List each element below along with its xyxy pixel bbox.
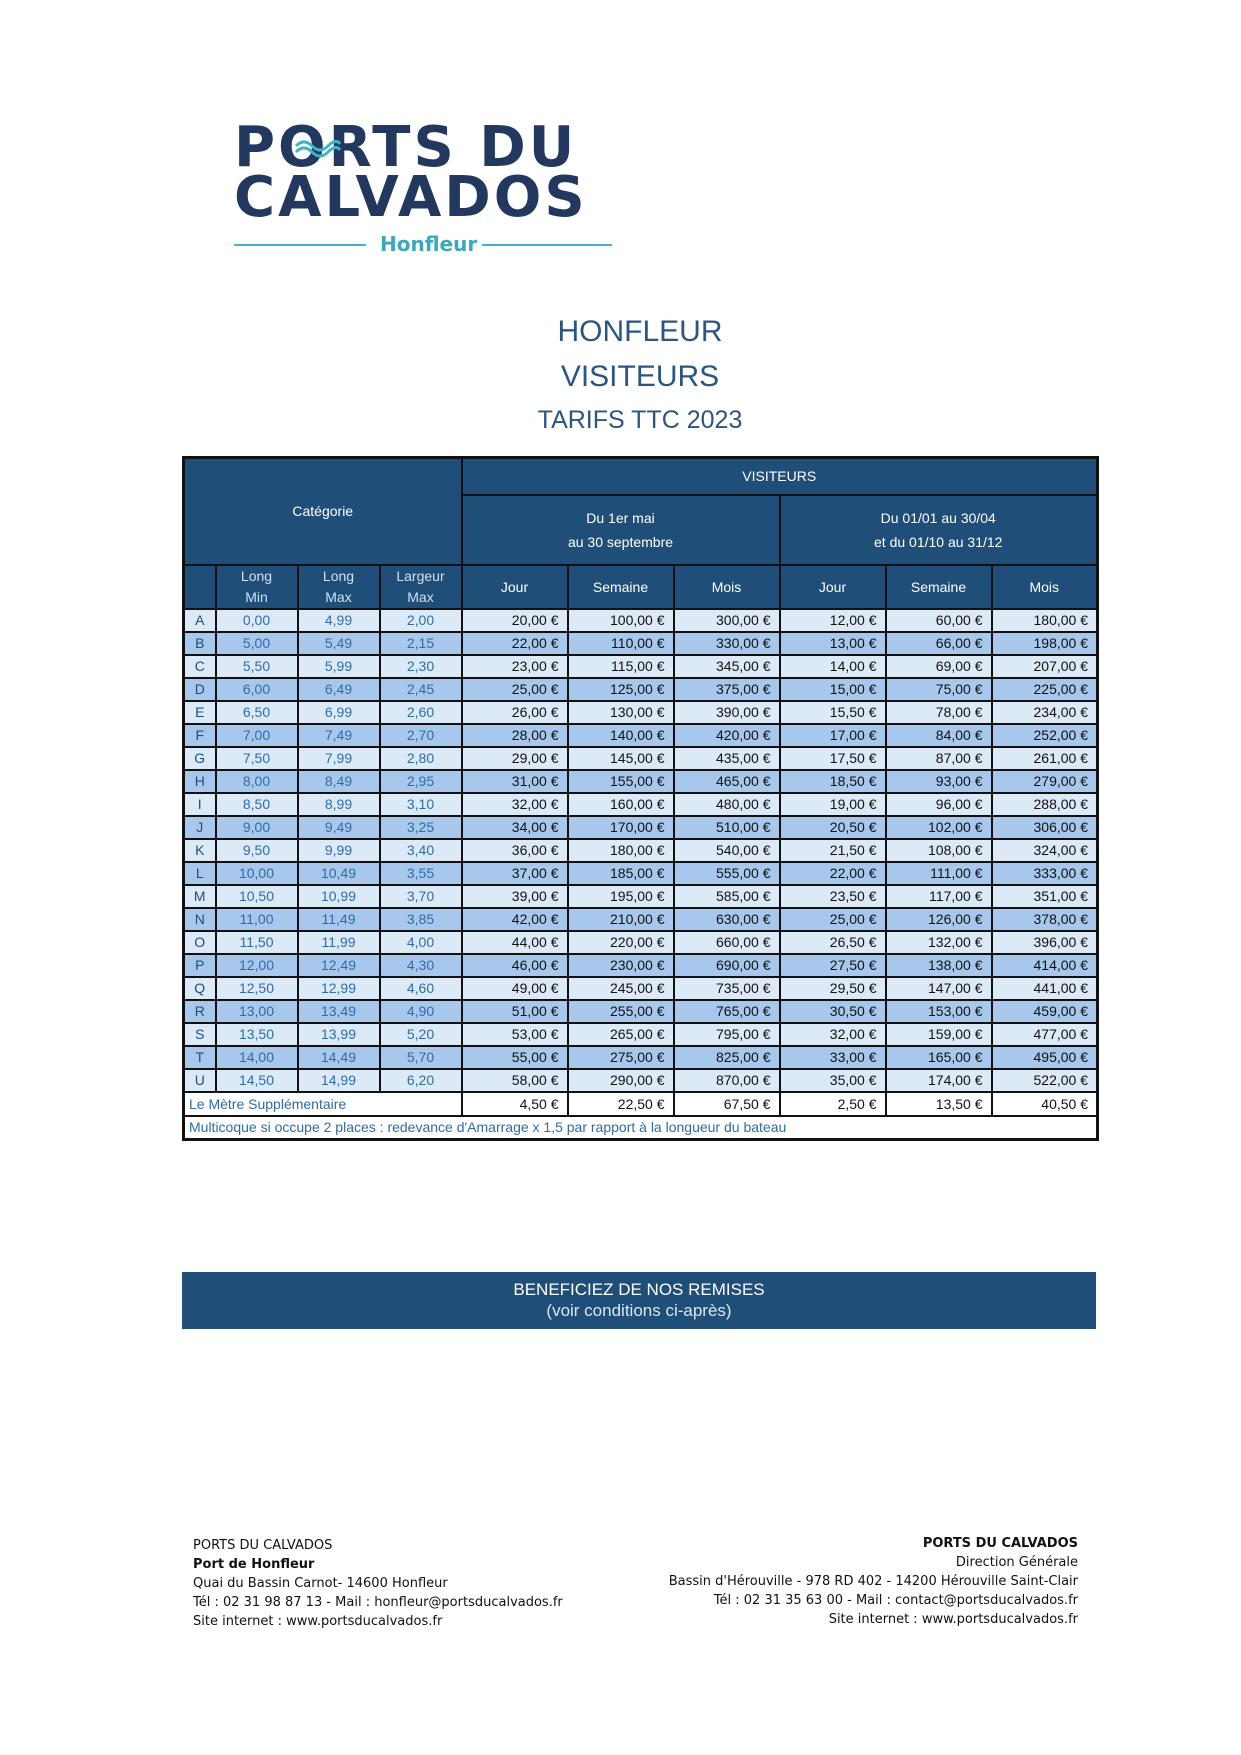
cell-mois-1: 795,00 € [674,1023,780,1046]
cell-cat: C [184,655,216,678]
cell-long-max: 6,49 [298,678,380,701]
cell-mois-2: 459,00 € [992,1000,1098,1023]
logo-line-1: PORTS DU [234,115,578,180]
cell-long-min: 14,50 [216,1069,298,1092]
cell-mois-2: 351,00 € [992,885,1098,908]
cell-largeur-max: 2,70 [380,724,462,747]
cell-jour-1: 49,00 € [462,977,568,1000]
cell-jour-2: 26,50 € [780,931,886,954]
cell-cat: G [184,747,216,770]
cell-cat: R [184,1000,216,1023]
cell-mois-1: 690,00 € [674,954,780,977]
header-period-offseason [780,495,1098,565]
logo-line-2: CALVADOS [234,165,588,230]
cell-jour-1: 36,00 € [462,839,568,862]
extra-semaine-2: 13,50 € [886,1092,992,1116]
cell-long-min: 10,00 [216,862,298,885]
cell-semaine-2: 93,00 € [886,770,992,793]
cell-long-min: 7,00 [216,724,298,747]
cell-jour-2: 19,00 € [780,793,886,816]
table-row [184,1069,1098,1092]
cell-largeur-max: 3,10 [380,793,462,816]
table-row [184,1046,1098,1069]
cell-mois-2: 414,00 € [992,954,1098,977]
period-summer-line1: Du 1er mai [586,509,655,526]
cell-jour-2: 13,00 € [780,632,886,655]
cell-mois-1: 510,00 € [674,816,780,839]
header-jour-1: Jour [462,565,568,609]
cell-long-max: 10,99 [298,885,380,908]
cell-jour-1: 22,00 € [462,632,568,655]
multicoque-note: Multicoque si occupe 2 places : redevance d'Amarrage x 1,5 par rapport à la longueur du bateau [184,1116,1098,1140]
cell-mois-2: 279,00 € [992,770,1098,793]
extra-jour-2: 2,50 € [780,1092,886,1116]
cell-semaine-2: 159,00 € [886,1023,992,1046]
title-visiteurs: VISITEURS [560,360,720,393]
cell-cat: Q [184,977,216,1000]
table-row [184,632,1098,655]
header-period-summer [462,495,780,565]
cell-long-max: 13,49 [298,1000,380,1023]
cell-largeur-max: 3,85 [380,908,462,931]
cell-largeur-max: 2,80 [380,747,462,770]
table-row [184,977,1098,1000]
table-row [184,816,1098,839]
cell-mois-2: 198,00 € [992,632,1098,655]
cell-semaine-2: 153,00 € [886,1000,992,1023]
header-long-max [298,565,380,609]
cell-cat: F [184,724,216,747]
cell-long-max: 4,99 [298,609,380,632]
cell-mois-2: 180,00 € [992,609,1098,632]
extra-mois-1: 67,50 € [674,1092,780,1116]
cell-jour-1: 42,00 € [462,908,568,931]
cell-largeur-max: 4,90 [380,1000,462,1023]
header-largeur-max [380,565,462,609]
header-long-max-l1: Long [322,567,355,584]
cell-long-min: 14,00 [216,1046,298,1069]
cell-jour-1: 51,00 € [462,1000,568,1023]
cell-jour-1: 20,00 € [462,609,568,632]
cell-mois-1: 540,00 € [674,839,780,862]
cell-semaine-2: 69,00 € [886,655,992,678]
cell-cat: U [184,1069,216,1092]
table-row [184,655,1098,678]
table-row [184,1023,1098,1046]
cell-mois-2: 441,00 € [992,977,1098,1000]
header-mois-1: Mois [674,565,780,609]
cell-long-max: 6,99 [298,701,380,724]
cell-cat: J [184,816,216,839]
period-offseason-line2: et du 01/10 au 31/12 [874,533,1003,550]
cell-jour-2: 12,00 € [780,609,886,632]
cell-mois-1: 465,00 € [674,770,780,793]
cell-jour-1: 34,00 € [462,816,568,839]
cell-largeur-max: 3,70 [380,885,462,908]
cell-jour-2: 17,50 € [780,747,886,770]
logo-rule-left [234,244,366,246]
header-blank [184,565,216,609]
cell-long-max: 12,49 [298,954,380,977]
cell-long-max: 12,99 [298,977,380,1000]
cell-jour-1: 55,00 € [462,1046,568,1069]
cell-long-max: 11,99 [298,931,380,954]
cell-jour-1: 31,00 € [462,770,568,793]
cell-long-max: 8,99 [298,793,380,816]
cell-cat: D [184,678,216,701]
cell-mois-2: 495,00 € [992,1046,1098,1069]
multicoque-note-row [184,1116,1098,1140]
cell-jour-1: 53,00 € [462,1023,568,1046]
cell-jour-1: 39,00 € [462,885,568,908]
cell-cat: H [184,770,216,793]
cell-long-max: 7,49 [298,724,380,747]
title-tarifs: TARIFS TTC 2023 [537,406,743,434]
cell-cat: I [184,793,216,816]
footer-right-direction: Direction Générale [955,1555,1078,1570]
cell-largeur-max: 4,30 [380,954,462,977]
cell-mois-2: 333,00 € [992,862,1098,885]
cell-jour-2: 18,50 € [780,770,886,793]
header-jour-2: Jour [780,565,886,609]
cell-semaine-1: 210,00 € [568,908,674,931]
cell-semaine-1: 110,00 € [568,632,674,655]
cell-mois-1: 555,00 € [674,862,780,885]
cell-semaine-1: 220,00 € [568,931,674,954]
cell-largeur-max: 2,45 [380,678,462,701]
cell-semaine-1: 180,00 € [568,839,674,862]
logo-subtitle [234,232,612,256]
period-offseason-line1: Du 01/01 au 30/04 [880,509,996,526]
cell-mois-1: 870,00 € [674,1069,780,1092]
cell-semaine-1: 265,00 € [568,1023,674,1046]
cell-cat: A [184,609,216,632]
cell-mois-2: 234,00 € [992,701,1098,724]
table-row [184,931,1098,954]
cell-semaine-1: 290,00 € [568,1069,674,1092]
cell-jour-2: 35,00 € [780,1069,886,1092]
table-row [184,770,1098,793]
cell-mois-2: 306,00 € [992,816,1098,839]
cell-largeur-max: 3,40 [380,839,462,862]
cell-jour-1: 26,00 € [462,701,568,724]
table-row [184,701,1098,724]
cell-semaine-1: 255,00 € [568,1000,674,1023]
table-row [184,747,1098,770]
table-row [184,678,1098,701]
cell-semaine-1: 275,00 € [568,1046,674,1069]
cell-semaine-1: 195,00 € [568,885,674,908]
extra-mois-2: 40,50 € [992,1092,1098,1116]
cell-cat: P [184,954,216,977]
banner-subtitle: (voir conditions ci-après) [546,1301,732,1320]
cell-long-min: 11,50 [216,931,298,954]
cell-jour-1: 28,00 € [462,724,568,747]
extra-semaine-1: 22,50 € [568,1092,674,1116]
table-row [184,793,1098,816]
cell-jour-1: 58,00 € [462,1069,568,1092]
cell-semaine-1: 140,00 € [568,724,674,747]
cell-jour-1: 25,00 € [462,678,568,701]
period-summer-line2: au 30 septembre [567,533,674,550]
cell-long-min: 12,00 [216,954,298,977]
cell-cat: T [184,1046,216,1069]
cell-largeur-max: 5,20 [380,1023,462,1046]
footer-right-address: Bassin d'Hérouville - 978 RD 402 - 14200 Hérouville Saint-Clair [668,1574,1078,1589]
cell-mois-1: 300,00 € [674,609,780,632]
cell-cat: N [184,908,216,931]
header-long-min-l1: Long [240,567,273,584]
tariff-table [182,456,1099,1141]
cell-long-min: 0,00 [216,609,298,632]
cell-long-max: 7,99 [298,747,380,770]
title-honfleur: HONFLEUR [557,315,723,348]
cell-semaine-1: 125,00 € [568,678,674,701]
cell-jour-2: 22,00 € [780,862,886,885]
header-semaine-2: Semaine [886,565,992,609]
cell-long-min: 8,50 [216,793,298,816]
tariff-body [184,609,1098,1092]
cell-long-min: 5,00 [216,632,298,655]
cell-largeur-max: 5,70 [380,1046,462,1069]
cell-long-min: 9,50 [216,839,298,862]
cell-jour-2: 33,00 € [780,1046,886,1069]
header-long-max-l2: Max [325,588,352,605]
cell-semaine-2: 108,00 € [886,839,992,862]
cell-semaine-2: 75,00 € [886,678,992,701]
cell-semaine-1: 160,00 € [568,793,674,816]
cell-mois-2: 225,00 € [992,678,1098,701]
cell-largeur-max: 2,00 [380,609,462,632]
cell-largeur-max: 4,60 [380,977,462,1000]
cell-mois-1: 825,00 € [674,1046,780,1069]
footer-left-port: Port de Honfleur [193,1557,315,1572]
cell-jour-1: 37,00 € [462,862,568,885]
header-largeur-l2: Max [407,588,434,605]
cell-mois-1: 585,00 € [674,885,780,908]
cell-semaine-2: 96,00 € [886,793,992,816]
cell-semaine-1: 230,00 € [568,954,674,977]
cell-largeur-max: 2,60 [380,701,462,724]
cell-jour-1: 29,00 € [462,747,568,770]
cell-largeur-max: 2,30 [380,655,462,678]
cell-long-min: 10,50 [216,885,298,908]
cell-mois-1: 330,00 € [674,632,780,655]
table-row [184,908,1098,931]
cell-mois-2: 477,00 € [992,1023,1098,1046]
cell-semaine-2: 87,00 € [886,747,992,770]
cell-semaine-2: 132,00 € [886,931,992,954]
cell-cat: L [184,862,216,885]
cell-long-max: 13,99 [298,1023,380,1046]
cell-semaine-2: 165,00 € [886,1046,992,1069]
header-largeur-l1: Largeur [396,567,445,584]
cell-mois-2: 207,00 € [992,655,1098,678]
extra-jour-1: 4,50 € [462,1092,568,1116]
cell-long-min: 6,00 [216,678,298,701]
cell-jour-1: 46,00 € [462,954,568,977]
footer-left [193,1536,563,1631]
footer-left-contact: Tél : 02 31 98 87 13 - Mail : honfleur@portsducalvados.fr [193,1595,563,1610]
cell-semaine-2: 102,00 € [886,816,992,839]
cell-long-max: 14,99 [298,1069,380,1092]
footer-left-org: PORTS DU CALVADOS [193,1538,333,1553]
cell-long-min: 12,50 [216,977,298,1000]
cell-long-max: 9,99 [298,839,380,862]
cell-mois-1: 765,00 € [674,1000,780,1023]
cell-long-min: 13,00 [216,1000,298,1023]
cell-jour-2: 21,50 € [780,839,886,862]
cell-cat: B [184,632,216,655]
footer-right-org: PORTS DU CALVADOS [922,1536,1078,1551]
cell-semaine-2: 60,00 € [886,609,992,632]
ports-du-calvados-logo [234,116,624,266]
header-categorie: Catégorie [184,458,462,565]
cell-long-max: 11,49 [298,908,380,931]
cell-long-min: 6,50 [216,701,298,724]
cell-jour-1: 32,00 € [462,793,568,816]
cell-mois-1: 480,00 € [674,793,780,816]
cell-jour-2: 29,50 € [780,977,886,1000]
cell-mois-1: 735,00 € [674,977,780,1000]
header-long-min-l2: Min [245,588,268,605]
logo-subtitle-text: Honfleur [380,232,478,256]
cell-long-min: 13,50 [216,1023,298,1046]
header-mois-2: Mois [992,565,1098,609]
cell-long-max: 5,49 [298,632,380,655]
table-row [184,885,1098,908]
cell-semaine-1: 115,00 € [568,655,674,678]
cell-semaine-1: 185,00 € [568,862,674,885]
cell-mois-1: 630,00 € [674,908,780,931]
cell-mois-2: 252,00 € [992,724,1098,747]
cell-jour-2: 14,00 € [780,655,886,678]
table-row [184,724,1098,747]
cell-semaine-1: 100,00 € [568,609,674,632]
cell-jour-1: 44,00 € [462,931,568,954]
cell-jour-2: 30,50 € [780,1000,886,1023]
cell-mois-2: 261,00 € [992,747,1098,770]
header-long-min [216,565,298,609]
cell-semaine-1: 245,00 € [568,977,674,1000]
extra-meter-label: Le Mètre Supplémentaire [184,1092,462,1116]
cell-mois-2: 522,00 € [992,1069,1098,1092]
cell-mois-2: 324,00 € [992,839,1098,862]
logo-rule-right [482,244,612,246]
cell-semaine-2: 117,00 € [886,885,992,908]
cell-semaine-1: 170,00 € [568,816,674,839]
cell-mois-1: 390,00 € [674,701,780,724]
footer-right [669,1534,1078,1629]
page-titles [440,310,840,440]
banner-title: BENEFICIEZ DE NOS REMISES [513,1280,765,1299]
cell-jour-2: 20,50 € [780,816,886,839]
cell-jour-2: 32,00 € [780,1023,886,1046]
footer-right-website: Site internet : www.portsducalvados.fr [828,1612,1078,1627]
table-row [184,839,1098,862]
cell-mois-1: 660,00 € [674,931,780,954]
table-row [184,954,1098,977]
cell-semaine-2: 138,00 € [886,954,992,977]
discount-banner [182,1272,1096,1329]
cell-semaine-1: 130,00 € [568,701,674,724]
cell-mois-2: 288,00 € [992,793,1098,816]
cell-semaine-2: 111,00 € [886,862,992,885]
cell-long-min: 8,00 [216,770,298,793]
header-semaine-1: Semaine [568,565,674,609]
cell-long-min: 5,50 [216,655,298,678]
cell-mois-1: 435,00 € [674,747,780,770]
cell-cat: E [184,701,216,724]
cell-largeur-max: 3,55 [380,862,462,885]
cell-semaine-2: 78,00 € [886,701,992,724]
footer-left-website: Site internet : www.portsducalvados.fr [193,1614,443,1629]
cell-jour-2: 17,00 € [780,724,886,747]
cell-largeur-max: 6,20 [380,1069,462,1092]
cell-jour-2: 25,00 € [780,908,886,931]
cell-mois-1: 345,00 € [674,655,780,678]
cell-mois-2: 396,00 € [992,931,1098,954]
cell-mois-1: 375,00 € [674,678,780,701]
cell-largeur-max: 3,25 [380,816,462,839]
cell-long-max: 9,49 [298,816,380,839]
extra-meter-row [184,1092,1098,1116]
cell-long-max: 5,99 [298,655,380,678]
cell-mois-1: 420,00 € [674,724,780,747]
cell-semaine-2: 147,00 € [886,977,992,1000]
cell-largeur-max: 2,15 [380,632,462,655]
footer-right-contact: Tél : 02 31 35 63 00 - Mail : contact@portsducalvados.fr [713,1593,1078,1608]
cell-jour-1: 23,00 € [462,655,568,678]
header-visiteurs: VISITEURS [462,458,1098,495]
cell-cat: K [184,839,216,862]
cell-jour-2: 15,50 € [780,701,886,724]
cell-long-max: 10,49 [298,862,380,885]
table-row [184,862,1098,885]
cell-long-min: 7,50 [216,747,298,770]
cell-semaine-1: 155,00 € [568,770,674,793]
footer-left-address: Quai du Bassin Carnot- 14600 Honfleur [193,1576,448,1591]
cell-semaine-2: 126,00 € [886,908,992,931]
cell-long-min: 11,00 [216,908,298,931]
cell-jour-2: 15,00 € [780,678,886,701]
cell-semaine-1: 145,00 € [568,747,674,770]
cell-long-min: 9,00 [216,816,298,839]
cell-largeur-max: 2,95 [380,770,462,793]
cell-cat: S [184,1023,216,1046]
table-row [184,1000,1098,1023]
cell-long-max: 8,49 [298,770,380,793]
table-row [184,609,1098,632]
cell-mois-2: 378,00 € [992,908,1098,931]
cell-jour-2: 27,50 € [780,954,886,977]
cell-semaine-2: 84,00 € [886,724,992,747]
cell-long-max: 14,49 [298,1046,380,1069]
cell-jour-2: 23,50 € [780,885,886,908]
cell-semaine-2: 66,00 € [886,632,992,655]
cell-largeur-max: 4,00 [380,931,462,954]
cell-cat: O [184,931,216,954]
cell-semaine-2: 174,00 € [886,1069,992,1092]
wave-icon [292,130,342,160]
cell-cat: M [184,885,216,908]
